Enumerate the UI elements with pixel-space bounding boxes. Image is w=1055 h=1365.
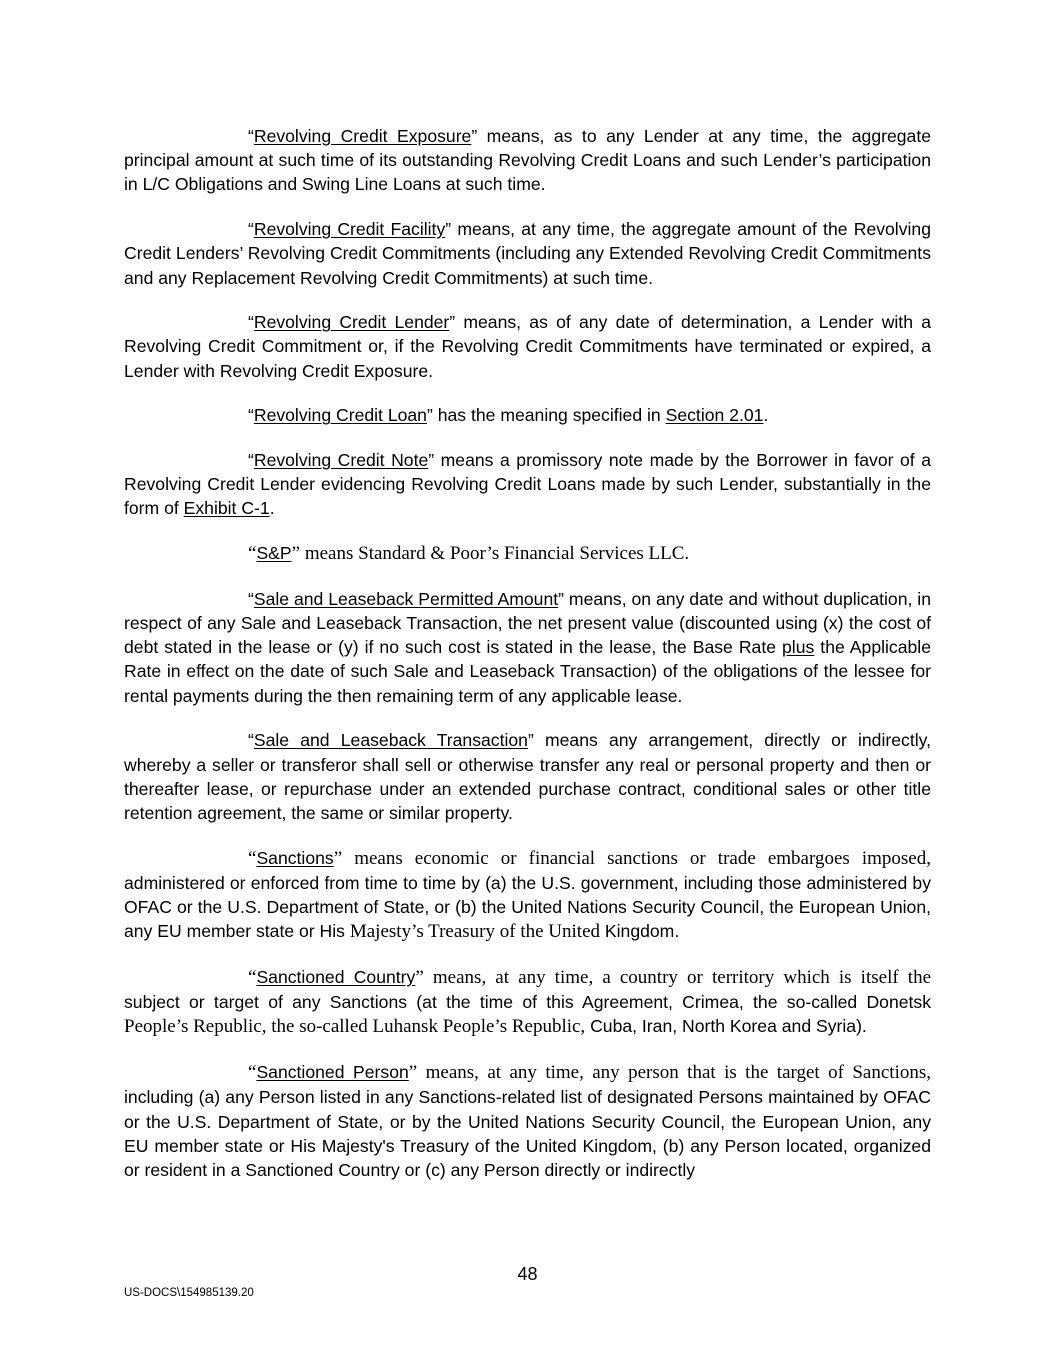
definition-text-end: .: [763, 405, 769, 426]
close-quote: ”: [449, 312, 456, 333]
open-quote: “: [248, 1062, 257, 1084]
definition-sale-and-leaseback-permitted-amount: [124, 587, 931, 708]
definition-text: administered or enforced from time to time by (a) the U.S. government, including those administered by OFAC or the U.S. Department of State, or (b) the United Nations Security Council, the European Union, any EU member state or His: [124, 872, 931, 942]
definition-text: means, at any time, the aggregate amount of the Revolving Credit Lenders’ Revolving Credit Commitments (including any Extended Revolving Credit Commitments and any Replacement Revolving Credit Commitments) at such time.: [124, 219, 931, 288]
open-quote: “: [248, 405, 254, 426]
definition-text-serif: means economic or financial sanctions or trade embargoes imposed,: [342, 847, 931, 869]
close-quote: ”: [415, 966, 424, 988]
definition-s-and-p: [124, 541, 931, 566]
definition-text-serif: means, at any time, a country or territory which is itself the: [423, 966, 932, 988]
definition-revolving-credit-loan: [124, 403, 931, 427]
defined-term: Revolving Credit Lender: [253, 312, 450, 333]
definition-sanctioned-person: [124, 1060, 931, 1182]
definition-text: means, as of any date of determination, a Lender with a Revolving Credit Commitment or, if the Revolving Credit Commitments have terminated or expired, a Lender with Revolving Credit Exposure.: [124, 312, 931, 381]
open-quote: “: [248, 730, 254, 751]
close-quote: ”: [445, 219, 452, 240]
definition-text: subject or target of any Sanctions (at the time of this Agreement, Crimea, the so-called Donetsk: [124, 992, 931, 1013]
definition-sanctions: [124, 846, 931, 945]
page-number: 48: [517, 1264, 538, 1284]
close-quote: ”: [558, 588, 564, 609]
definition-revolving-credit-facility: [124, 217, 931, 290]
defined-term: Revolving Credit Loan: [253, 405, 427, 426]
definition-text-serif: People’s Republic, the so-called Luhansk People’s Republic,: [124, 1016, 586, 1038]
close-quote: ”: [428, 450, 435, 471]
definitions-section: [124, 124, 931, 1203]
underlined-word: plus: [782, 637, 815, 658]
definition-text: means Standard & Poor’s Financial Services LLC.: [300, 543, 690, 565]
definition-text-end: the Applicable Rate in effect on the date of such Sale and Leaseback Transaction) of the obligations of the lessee for rental payments during the then remaining term of any applicable lease.: [124, 637, 931, 706]
defined-term: Sanctions: [256, 847, 334, 868]
definition-text: including (a) any Person listed in any Sanctions-related list of designated Persons maintained by OFAC or the U.S. Department of State, or by the United Nations Security Council, the European Union, any EU member state or His Majesty's Treasury of the United Kingdom, (b) any Person located, organized or resident in a Sanctioned Country or (c) any Person directly or indirectly: [124, 1087, 931, 1180]
definition-text: means a promissory note made by the Borrower in favor of a Revolving Credit Lender evidencing Revolving Credit Loans made by such Lender, substantially in the form of: [124, 450, 931, 519]
definition-revolving-credit-exposure: [124, 124, 931, 197]
open-quote: “: [248, 312, 254, 333]
definition-text: means any arrangement, directly or indirectly, whereby a seller or transferor shall sell or otherwise transfer any real or personal property and then or thereafter lease, or repurchase under an extended purchase contract, conditional sales or other title retention agreement, the same or similar property.: [124, 730, 931, 823]
defined-term: Sanctioned Person: [256, 1062, 409, 1083]
definition-text-serif: Majesty’s Treasury of the United: [349, 921, 601, 943]
open-quote: “: [248, 219, 254, 240]
close-quote: ”: [527, 730, 534, 751]
open-quote: “: [248, 847, 257, 869]
definition-text: means, as to any Lender at any time, the aggregate principal amount at such time of its outstanding Revolving Credit Loans and such Lender’s participation in L/C Obligations and Swing Line Loans at such time.: [124, 126, 931, 195]
close-quote: ”: [408, 1062, 418, 1084]
defined-term: Revolving Credit Note: [253, 450, 429, 471]
document-id: US-DOCS\154985139.20: [124, 1287, 254, 1299]
open-quote: “: [248, 543, 257, 565]
definition-sale-and-leaseback-transaction: [124, 728, 931, 825]
definition-text-serif: means, at any time, any person that is the target of Sanctions,: [417, 1062, 931, 1084]
definition-text-end: .: [269, 498, 275, 519]
definition-text-end: Cuba, Iran, North Korea and Syria).: [585, 1016, 867, 1037]
defined-term: Sale and Leaseback Transaction: [253, 730, 528, 751]
close-quote: ”: [333, 847, 343, 869]
defined-term: Sanctioned Country: [256, 966, 416, 987]
open-quote: “: [248, 588, 254, 609]
cross-reference: Exhibit C-1: [183, 498, 270, 519]
close-quote: ”: [291, 543, 301, 565]
defined-term: S&P: [256, 543, 292, 564]
open-quote: “: [248, 450, 254, 471]
definition-text: means, on any date and without duplication, in respect of any Sale and Leaseback Transaction, the net present value (discounted using (x) the cost of debt stated in the lease or (y) if no such cost is stated in the lease, the Base Rate: [124, 588, 931, 658]
open-quote: “: [248, 966, 257, 988]
definition-revolving-credit-note: [124, 448, 931, 521]
definition-text-end: Kingdom.: [600, 921, 680, 942]
close-quote: ”: [426, 405, 433, 426]
definition-text: has the meaning specified in: [432, 405, 666, 426]
open-quote: “: [248, 126, 254, 146]
cross-reference: Section 2.01: [665, 405, 764, 426]
close-quote: ”: [471, 126, 478, 146]
definition-revolving-credit-lender: [124, 310, 931, 383]
defined-term: Sale and Leaseback Permitted Amount: [253, 588, 559, 609]
defined-term: Revolving Credit Facility: [253, 219, 446, 240]
defined-term: Revolving Credit Exposure: [253, 126, 472, 146]
definition-sanctioned-country: [124, 965, 931, 1040]
